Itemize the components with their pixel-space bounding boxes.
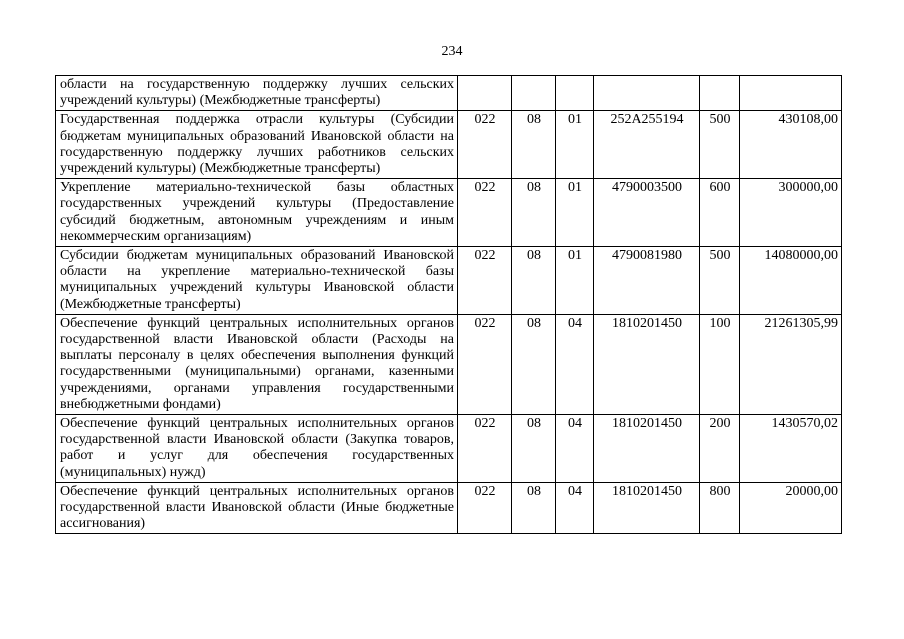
row-description: Обеспечение функций центральных исполнительных органов государственной власти Ивановской области (Расходы на выплаты персоналу в целях обеспечения выполнения функций государственными (муниципальными) органами, казенными учреждениями, органами управления государственными внебюджетными фондами) [56, 314, 458, 414]
row-amount: 430108,00 [740, 111, 842, 179]
row-subsection: 01 [556, 111, 594, 179]
row-target-article: 1810201450 [594, 415, 700, 483]
row-gov-code: 022 [458, 314, 512, 414]
row-section: 08 [512, 482, 556, 534]
row-section: 08 [512, 179, 556, 247]
row-gov-code: 022 [458, 482, 512, 534]
row-amount [740, 76, 842, 111]
row-description: Субсидии бюджетам муниципальных образований Ивановской области на укрепление материально-технической базы муниципальных учреждений культуры Ивановской области (Межбюджетные трансферты) [56, 247, 458, 315]
row-expense-type: 500 [700, 247, 740, 315]
row-expense-type: 500 [700, 111, 740, 179]
table-row [56, 76, 842, 111]
row-description: Укрепление материально-технической базы областных государственных учреждений культуры (Предоставление субсидий бюджетным, автономным учреждениям и иным некоммерческим организациям) [56, 179, 458, 247]
row-description: Государственная поддержка отрасли культуры (Субсидии бюджетам муниципальных образований Ивановской области на государственную поддержку лучших работников сельских учреждений культуры) (Межбюджетные трансферты) [56, 111, 458, 179]
row-target-article: 4790081980 [594, 247, 700, 315]
table-row [56, 314, 842, 414]
row-expense-type: 600 [700, 179, 740, 247]
row-section [512, 76, 556, 111]
row-expense-type: 800 [700, 482, 740, 534]
row-amount: 14080000,00 [740, 247, 842, 315]
row-gov-code: 022 [458, 415, 512, 483]
row-section: 08 [512, 314, 556, 414]
row-expense-type: 100 [700, 314, 740, 414]
row-gov-code: 022 [458, 247, 512, 315]
row-subsection: 04 [556, 415, 594, 483]
row-description: Обеспечение функций центральных исполнительных органов государственной власти Ивановской области (Закупка товаров, работ и услуг для обеспечения государственных (муниципальных) нужд) [56, 415, 458, 483]
row-gov-code: 022 [458, 179, 512, 247]
row-subsection: 04 [556, 482, 594, 534]
row-amount: 20000,00 [740, 482, 842, 534]
row-target-article: 1810201450 [594, 314, 700, 414]
budget-table [55, 75, 842, 534]
row-gov-code [458, 76, 512, 111]
row-amount: 300000,00 [740, 179, 842, 247]
row-subsection [556, 76, 594, 111]
row-amount: 21261305,99 [740, 314, 842, 414]
row-section: 08 [512, 415, 556, 483]
row-target-article: 4790003500 [594, 179, 700, 247]
row-description: области на государственную поддержку лучших сельских учреждений культуры) (Межбюджетные трансферты) [56, 76, 458, 111]
table-row [56, 179, 842, 247]
row-description: Обеспечение функций центральных исполнительных органов государственной власти Ивановской области (Иные бюджетные ассигнования) [56, 482, 458, 534]
row-subsection: 04 [556, 314, 594, 414]
row-section: 08 [512, 111, 556, 179]
row-section: 08 [512, 247, 556, 315]
table-row [56, 247, 842, 315]
row-subsection: 01 [556, 247, 594, 315]
row-target-article: 252А255194 [594, 111, 700, 179]
page-number: 234 [441, 44, 463, 59]
table-row [56, 111, 842, 179]
row-gov-code: 022 [458, 111, 512, 179]
row-subsection: 01 [556, 179, 594, 247]
row-expense-type: 200 [700, 415, 740, 483]
row-amount: 1430570,02 [740, 415, 842, 483]
row-expense-type [700, 76, 740, 111]
table-row [56, 415, 842, 483]
row-target-article: 1810201450 [594, 482, 700, 534]
row-target-article [594, 76, 700, 111]
table-row [56, 482, 842, 534]
